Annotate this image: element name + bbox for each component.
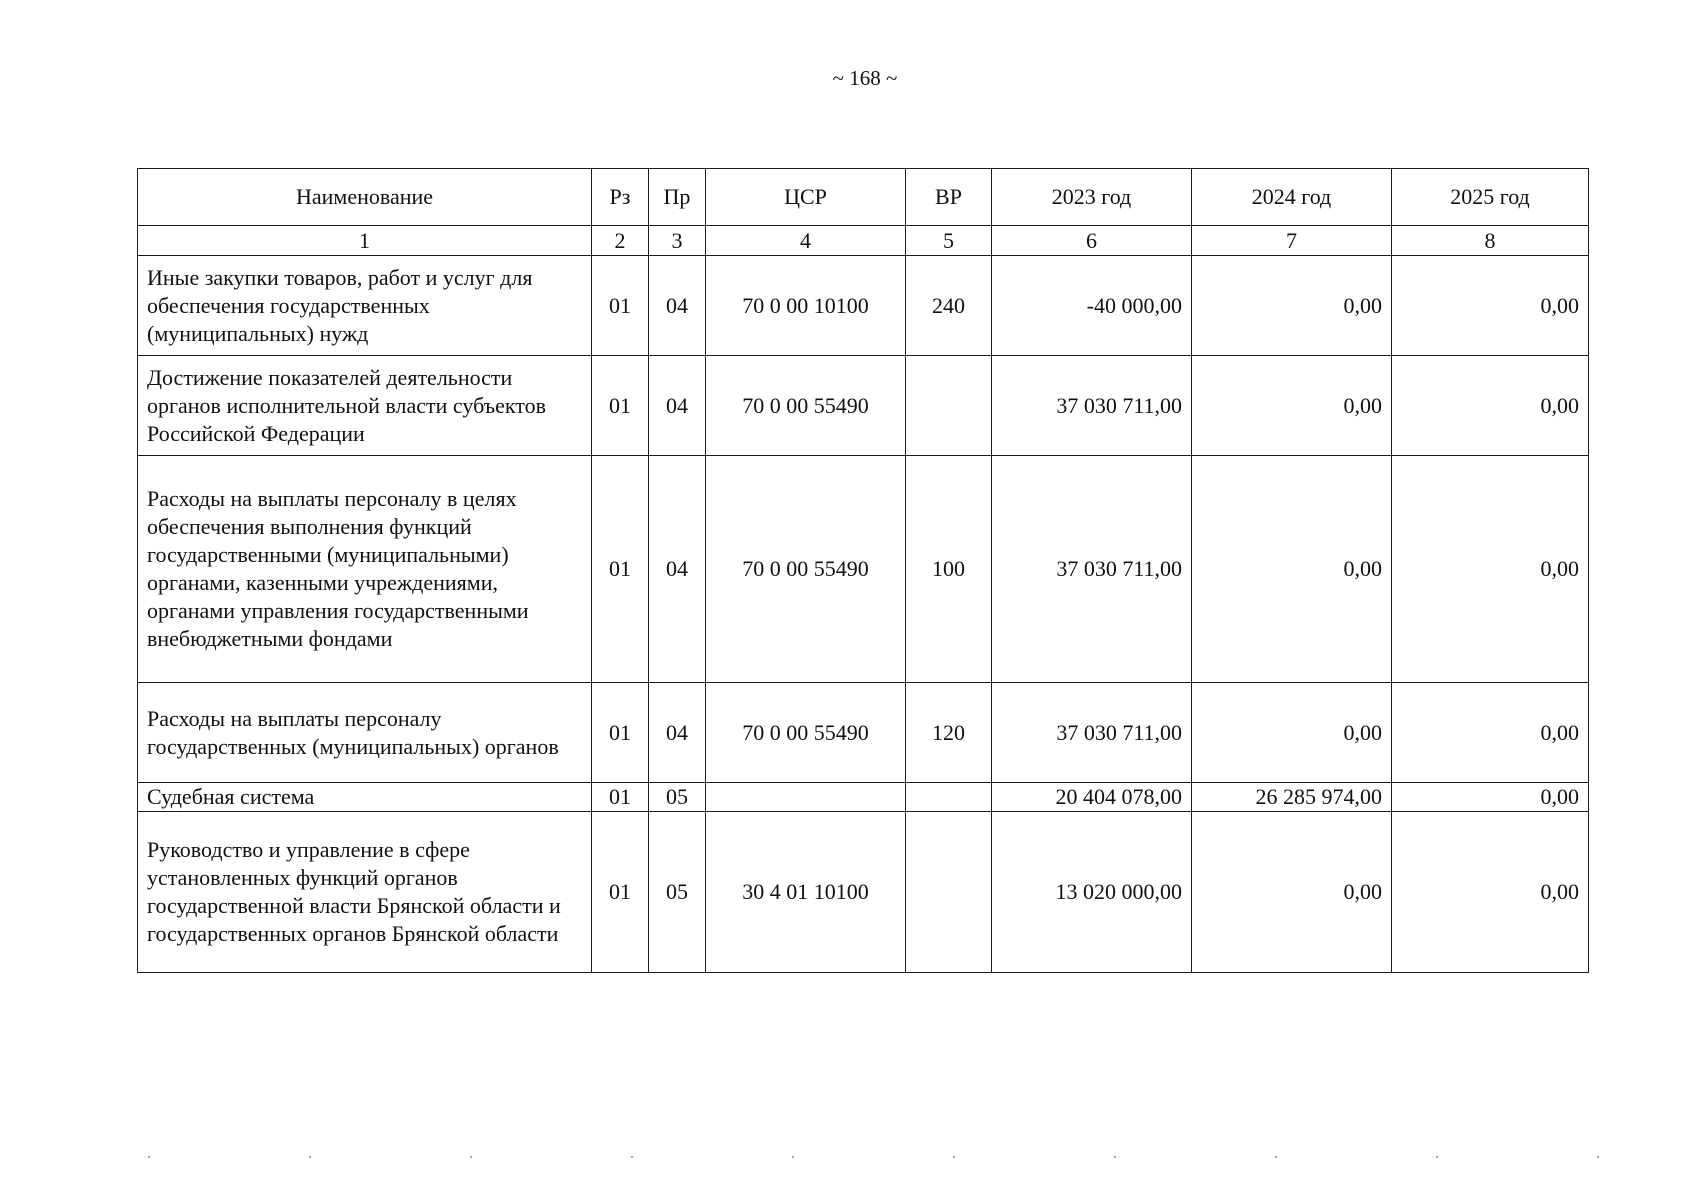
scan-speck	[631, 1156, 633, 1158]
scan-speck	[1597, 1156, 1599, 1158]
row-2024: 26 285 974,00	[1192, 783, 1392, 812]
row-2024: 0,00	[1192, 356, 1392, 456]
row-name: Расходы на выплаты персоналу государственных (муниципальных) органов	[138, 683, 592, 783]
row-pr: 04	[649, 256, 706, 356]
row-name: Иные закупки товаров, работ и услуг для обеспечения государственных (муниципальных) нужд	[138, 256, 592, 356]
column-number: 6	[992, 226, 1192, 256]
row-2025: 0,00	[1392, 256, 1589, 356]
header-2024: 2024 год	[1192, 169, 1392, 226]
header-row	[138, 169, 1589, 226]
header-2025: 2025 год	[1392, 169, 1589, 226]
row-csr	[706, 783, 906, 812]
row-2025: 0,00	[1392, 683, 1589, 783]
row-pr: 05	[649, 812, 706, 973]
scan-speck	[470, 1156, 472, 1158]
column-number-row	[138, 226, 1589, 256]
column-number: 7	[1192, 226, 1392, 256]
row-rz: 01	[592, 356, 649, 456]
row-rz: 01	[592, 783, 649, 812]
table-row	[138, 683, 1589, 783]
row-csr: 70 0 00 55490	[706, 456, 906, 683]
scan-speck	[792, 1156, 794, 1158]
scan-speck	[1114, 1156, 1116, 1158]
scan-speck	[953, 1156, 955, 1158]
column-number: 3	[649, 226, 706, 256]
table-row	[138, 256, 1589, 356]
header-vr: ВР	[906, 169, 992, 226]
row-2024: 0,00	[1192, 683, 1392, 783]
row-rz: 01	[592, 456, 649, 683]
row-csr: 30 4 01 10100	[706, 812, 906, 973]
row-2025: 0,00	[1392, 783, 1589, 812]
table-row	[138, 356, 1589, 456]
page-number: ~ 168 ~	[832, 66, 898, 90]
row-vr	[906, 812, 992, 973]
row-vr: 120	[906, 683, 992, 783]
scan-speck	[309, 1156, 311, 1158]
scan-speck	[1275, 1156, 1277, 1158]
header-pr: Пр	[649, 169, 706, 226]
row-csr: 70 0 00 55490	[706, 356, 906, 456]
row-2023: 20 404 078,00	[992, 783, 1192, 812]
budget-table	[137, 168, 1589, 973]
row-2024: 0,00	[1192, 812, 1392, 973]
row-vr: 240	[906, 256, 992, 356]
column-number: 5	[906, 226, 992, 256]
table-row	[138, 783, 1589, 812]
row-vr: 100	[906, 456, 992, 683]
row-name: Достижение показателей деятельности органов исполнительной власти субъектов Российской Федерации	[138, 356, 592, 456]
column-number: 2	[592, 226, 649, 256]
row-2023: 37 030 711,00	[992, 456, 1192, 683]
row-csr: 70 0 00 10100	[706, 256, 906, 356]
scan-speck	[148, 1156, 150, 1158]
row-2025: 0,00	[1392, 456, 1589, 683]
row-pr: 05	[649, 783, 706, 812]
column-number: 1	[138, 226, 592, 256]
row-pr: 04	[649, 683, 706, 783]
row-pr: 04	[649, 456, 706, 683]
row-2025: 0,00	[1392, 356, 1589, 456]
row-name: Расходы на выплаты персоналу в целях обеспечения выполнения функций государственными (муниципальными) органами, казенными учреждениями, органами управления государственными внебюджетными фондами	[138, 456, 592, 683]
row-2025: 0,00	[1392, 812, 1589, 973]
header-name: Наименование	[138, 169, 592, 226]
table-row	[138, 812, 1589, 973]
scan-speck	[1436, 1156, 1438, 1158]
table-row	[138, 456, 1589, 683]
header-csr: ЦСР	[706, 169, 906, 226]
column-number: 4	[706, 226, 906, 256]
column-number: 8	[1392, 226, 1589, 256]
row-csr: 70 0 00 55490	[706, 683, 906, 783]
row-2023: 37 030 711,00	[992, 356, 1192, 456]
row-rz: 01	[592, 812, 649, 973]
row-vr	[906, 356, 992, 456]
row-vr	[906, 783, 992, 812]
row-2023: 37 030 711,00	[992, 683, 1192, 783]
header-2023: 2023 год	[992, 169, 1192, 226]
row-name: Судебная система	[138, 783, 592, 812]
row-rz: 01	[592, 683, 649, 783]
row-2023: 13 020 000,00	[992, 812, 1192, 973]
row-2023: -40 000,00	[992, 256, 1192, 356]
row-pr: 04	[649, 356, 706, 456]
header-rz: Рз	[592, 169, 649, 226]
row-rz: 01	[592, 256, 649, 356]
row-2024: 0,00	[1192, 456, 1392, 683]
row-2024: 0,00	[1192, 256, 1392, 356]
row-name: Руководство и управление в сфере установленных функций органов государственной власти Брянской области и государственных органов Брянской области	[138, 812, 592, 973]
